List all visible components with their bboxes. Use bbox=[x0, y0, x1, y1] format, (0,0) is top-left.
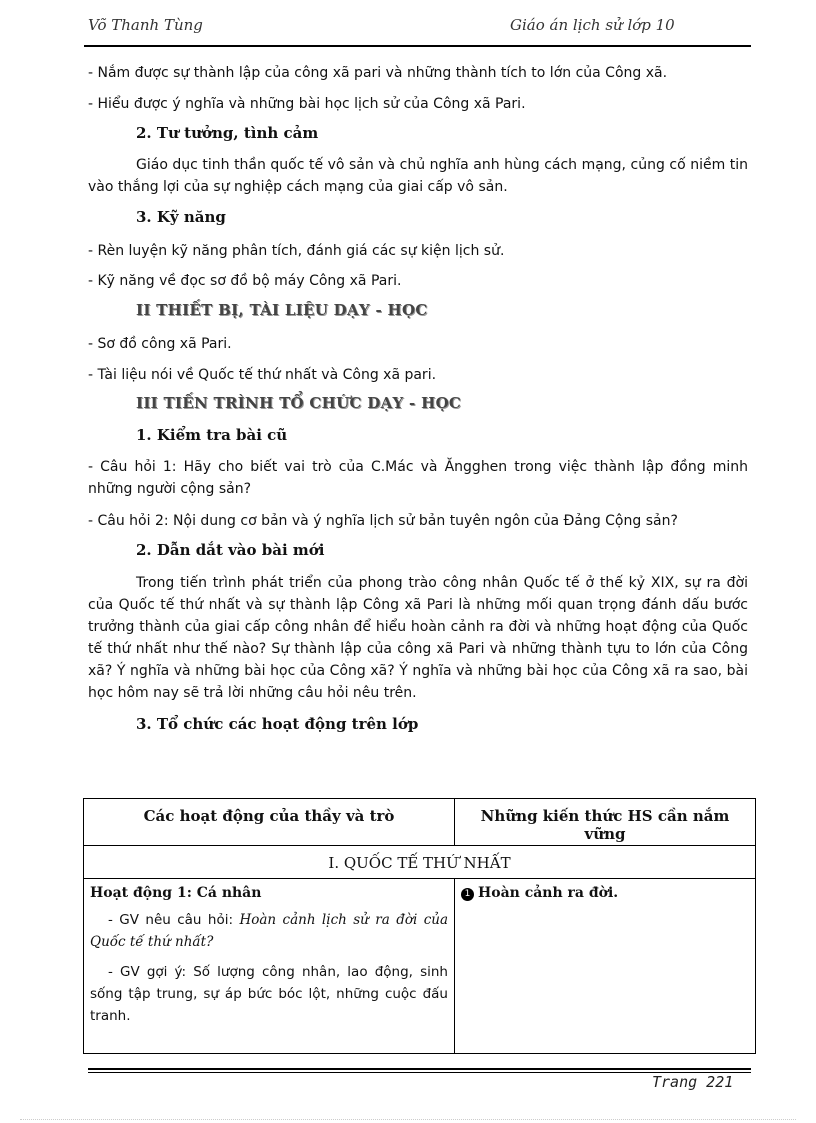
intro-paragraph bbox=[88, 572, 748, 704]
heading-activities: 3. Tổ chức các hoạt động trên lớp bbox=[136, 715, 419, 733]
activities-table bbox=[83, 798, 756, 1054]
table-section-title: I. QUỐC TẾ THỨ NHẤT bbox=[84, 846, 756, 879]
objective-bullet-2: - Hiểu được ý nghĩa và những bài học lịch sử của Công xã Pari. bbox=[88, 96, 526, 112]
page-number: Trang 221 bbox=[652, 1073, 734, 1091]
knowledge-title: Hoàn cảnh ra đời. bbox=[478, 885, 619, 901]
equipment-bullet-2: - Tài liệu nói về Quốc tế thứ nhất và Công xã pari. bbox=[88, 367, 437, 383]
teacher-hint: - GV gợi ý: Số lượng công nhân, lao động, sinh sống tập trung, sự áp bức bóc lột, những cuộc đấu tranh. bbox=[90, 964, 448, 1024]
column-header-activities: Các hoạt động của thầy và trò bbox=[84, 799, 455, 846]
activity-cell bbox=[84, 879, 455, 1054]
header-rule bbox=[84, 45, 751, 47]
column-header-knowledge: Những kiến thức HS cần nắm vững bbox=[455, 799, 756, 846]
section-equipment: II THIẾT BỊ, TÀI LIỆU DẠY - HỌC bbox=[136, 301, 428, 319]
numbered-circle-icon: 1 bbox=[461, 888, 474, 901]
equipment-bullet-1: - Sơ đồ công xã Pari. bbox=[88, 336, 232, 352]
footer-rule-top bbox=[88, 1068, 751, 1070]
table-row bbox=[84, 879, 756, 1054]
table-header-row bbox=[84, 799, 756, 846]
knowledge-cell bbox=[455, 879, 756, 1054]
teacher-question-text: Hoàn cảnh lịch sử ra đời của Quốc tế thứ nhất? bbox=[90, 912, 449, 950]
heading-review: 1. Kiểm tra bài cũ bbox=[136, 426, 288, 444]
question-2: - Câu hỏi 2: Nội dung cơ bản và ý nghĩa lịch sử bản tuyên ngôn của Đảng Cộng sản? bbox=[88, 513, 678, 529]
skill-bullet-1: - Rèn luyện kỹ năng phân tích, đánh giá các sự kiện lịch sử. bbox=[88, 243, 505, 259]
skill-bullet-2: - Kỹ năng về đọc sơ đồ bộ máy Công xã Pari. bbox=[88, 273, 402, 289]
teacher-question bbox=[90, 909, 448, 953]
attitude-paragraph bbox=[88, 154, 748, 198]
heading-attitude: 2. Tư tưởng, tình cảm bbox=[136, 124, 319, 142]
header-title: Giáo án lịch sử lớp 10 bbox=[510, 16, 675, 34]
objective-bullet-1: - Nắm được sự thành lập của công xã pari và những thành tích to lớn của Công xã. bbox=[88, 65, 668, 81]
question-1 bbox=[88, 456, 748, 500]
teacher-question-prefix: - GV nêu câu hỏi: bbox=[108, 912, 240, 928]
header-author: Võ Thanh Tùng bbox=[88, 16, 203, 34]
attitude-text: Giáo dục tinh thần quốc tế vô sản và chủ nghĩa anh hùng cách mạng, củng cố niềm tin vào thắng lợi của sự nghiệp cách mạng của giai cấp vô sản. bbox=[88, 157, 748, 195]
intro-text: Trong tiến trình phát triển của phong trào công nhân Quốc tế ở thế kỷ XIX, sự ra đời của Quốc tế thứ nhất và sự thành lập Công xã Pari là những mối quan trọng đánh dấu bước trưởng thành của giai cấp công nhân để hiểu hoàn cảnh ra đời và những hoạt động của Quốc tế thứ nhất như thế nào? Sự thành lập của công xã Pari và những thành tựu to lớn của Công xã? Ý nghĩa và những bài học của Công xã? Ý nghĩa và những bài học của Công xã ra sao, bài học hôm nay sẽ trả lời những câu hỏi nêu trên. bbox=[88, 575, 748, 701]
heading-skills: 3. Kỹ năng bbox=[136, 208, 226, 226]
question-1-text: - Câu hỏi 1: Hãy cho biết vai trò của C.Mác và Ăngghen trong việc thành lập đồng minh những người cộng sản? bbox=[88, 459, 748, 497]
page-edge-dotted-line bbox=[20, 1119, 796, 1120]
activity-title: Hoạt động 1: Cá nhân bbox=[90, 885, 262, 901]
table-section-row bbox=[84, 846, 756, 879]
heading-intro: 2. Dẫn dắt vào bài mới bbox=[136, 541, 325, 559]
section-process: III TIẾN TRÌNH TỔ CHỨC DẠY - HỌC bbox=[136, 394, 462, 412]
